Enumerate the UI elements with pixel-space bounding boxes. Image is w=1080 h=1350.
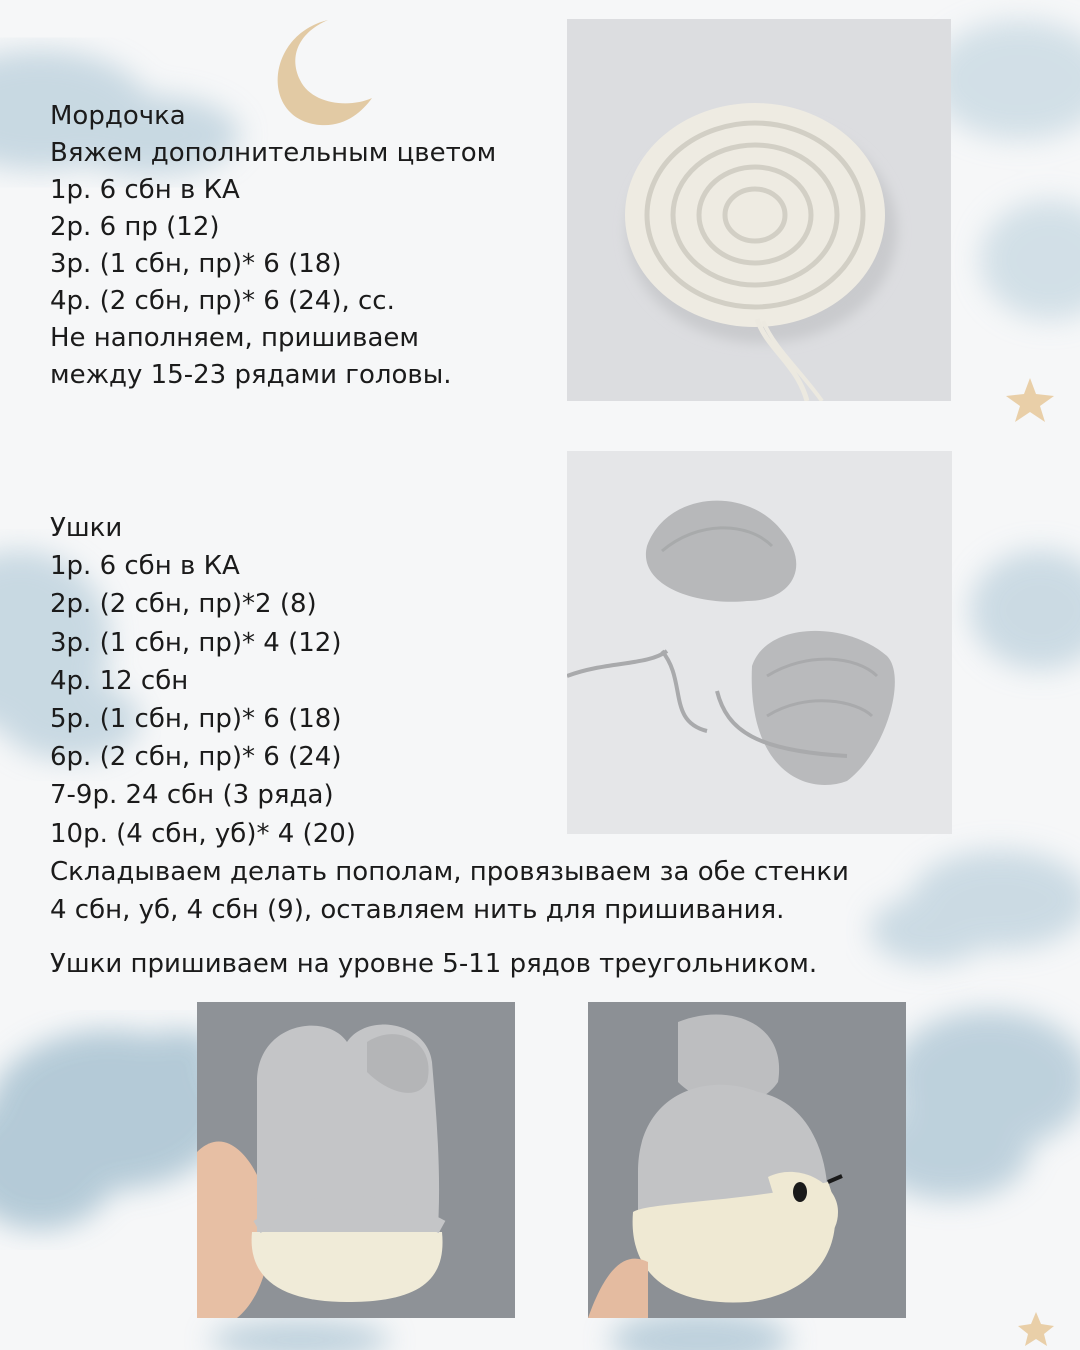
- ears-line: 6р. (2 сбн, пр)* 6 (24): [50, 742, 342, 773]
- cloud-bottom-left: [0, 1030, 230, 1230]
- snout-line: Не наполняем, пришиваем: [50, 323, 420, 353]
- snout-line: 3р. (1 сбн, пр)* 6 (18): [50, 249, 342, 279]
- snout-photo: [567, 19, 951, 401]
- ears-line: 2р. (2 сбн, пр)*2 (8): [50, 589, 317, 620]
- ears-photo: [567, 451, 952, 834]
- ears-line: 1р. 6 сбн в КА: [50, 551, 240, 582]
- ears-line: 3р. (1 сбн, пр)* 4 (12): [50, 627, 342, 658]
- snout-line: 2р. 6 пр (12): [50, 212, 220, 242]
- head-side-photo: [588, 1002, 906, 1318]
- snout-line: 4р. (2 сбн, пр)* 6 (24), сс.: [50, 286, 395, 316]
- ears-line: 7-9р. 24 сбн (3 ряда): [50, 780, 334, 811]
- snout-line: между 15-23 рядами головы.: [50, 360, 452, 390]
- snout-line: Вяжем дополнительным цветом: [50, 138, 497, 168]
- head-front-photo: [197, 1002, 515, 1318]
- cloud-top-right: [930, 20, 1080, 320]
- snout-instructions: [50, 98, 496, 394]
- ears-line: Складываем делать пополам, провязываем за обе стенки: [50, 856, 849, 887]
- ears-attach-note: Ушки пришиваем на уровне 5-11 рядов треугольником.: [50, 949, 818, 979]
- ears-line: 4 сбн, уб, 4 сбн (9), оставляем нить для пришивания.: [50, 895, 785, 926]
- snout-line: 1р. 6 сбн в КА: [50, 175, 240, 205]
- ears-line: 4р. 12 сбн: [50, 665, 189, 696]
- star-icon: [1006, 378, 1054, 422]
- star-icon: [1018, 1312, 1054, 1346]
- ears-line: 5р. (1 сбн, пр)* 6 (18): [50, 704, 342, 735]
- ears-title: Ушки: [50, 513, 123, 543]
- snout-title: Мордочка: [50, 101, 186, 131]
- ears-line: 10р. (4 сбн, уб)* 4 (20): [50, 818, 356, 849]
